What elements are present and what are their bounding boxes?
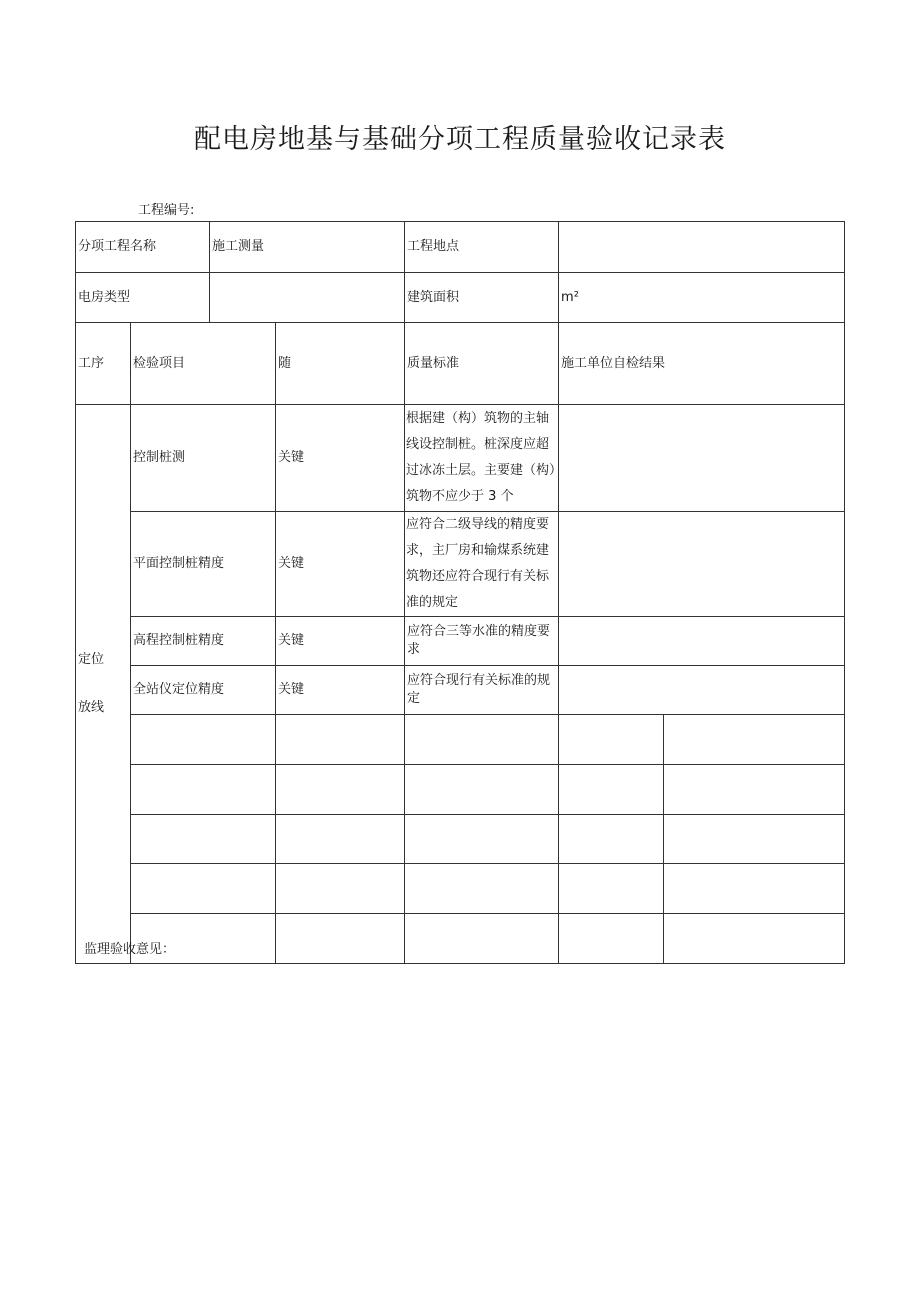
standard-cell: 应符合二级导线的精度要求，主厂房和输煤系统建筑物还应符合现行有关标准的规定 bbox=[405, 512, 559, 617]
empty-result-cell-a[interactable] bbox=[559, 914, 664, 964]
empty-row bbox=[76, 864, 845, 914]
level-cell: 关键 bbox=[276, 405, 405, 512]
empty-row bbox=[76, 815, 845, 864]
empty-standard-cell[interactable] bbox=[405, 715, 559, 765]
empty-result-cell-b[interactable] bbox=[664, 914, 845, 964]
area-label: 建筑面积 bbox=[405, 273, 559, 323]
result-cell[interactable] bbox=[559, 512, 845, 617]
empty-standard-cell[interactable] bbox=[405, 765, 559, 815]
col-process: 工序 bbox=[76, 323, 131, 405]
room-type-label: 电房类型 bbox=[76, 273, 210, 323]
column-header-row bbox=[76, 323, 845, 405]
empty-result-cell-b[interactable] bbox=[664, 765, 845, 815]
empty-standard-cell[interactable] bbox=[405, 815, 559, 864]
room-type-value[interactable] bbox=[210, 273, 405, 323]
site-label: 工程地点 bbox=[405, 222, 559, 273]
empty-item-cell[interactable] bbox=[131, 864, 276, 914]
empty-result-cell-b[interactable] bbox=[664, 715, 845, 765]
standard-cell: 应符合三等水准的精度要求 bbox=[405, 617, 559, 666]
item-cell: 平面控制桩精度 bbox=[131, 512, 276, 617]
table-row bbox=[76, 405, 845, 512]
result-cell[interactable] bbox=[559, 666, 845, 715]
empty-row bbox=[76, 914, 845, 964]
empty-standard-cell[interactable] bbox=[405, 914, 559, 964]
empty-item-cell[interactable] bbox=[131, 765, 276, 815]
empty-row bbox=[76, 715, 845, 765]
table-row bbox=[76, 512, 845, 617]
empty-result-cell-b[interactable] bbox=[664, 815, 845, 864]
table-row bbox=[76, 617, 845, 666]
empty-standard-cell[interactable] bbox=[405, 864, 559, 914]
empty-level-cell[interactable] bbox=[276, 765, 405, 815]
empty-item-cell[interactable] bbox=[131, 715, 276, 765]
site-value[interactable] bbox=[559, 222, 845, 273]
result-cell[interactable] bbox=[559, 405, 845, 512]
empty-row bbox=[76, 765, 845, 815]
process-name-line2: 放线 bbox=[78, 700, 105, 715]
supervisor-opinion-label: 监理验收意见： bbox=[84, 942, 176, 957]
sub-project-value[interactable]: 施工测量 bbox=[210, 222, 405, 273]
empty-result-cell-a[interactable] bbox=[559, 815, 664, 864]
empty-result-cell-a[interactable] bbox=[559, 715, 664, 765]
process-name-line1: 定位 bbox=[78, 652, 105, 667]
level-cell: 关键 bbox=[276, 666, 405, 715]
col-result: 施工单位自检结果 bbox=[559, 323, 845, 405]
level-cell: 关键 bbox=[276, 512, 405, 617]
empty-result-cell-a[interactable] bbox=[559, 765, 664, 815]
inspection-record-table bbox=[75, 221, 845, 964]
col-item: 检验项目 bbox=[131, 323, 276, 405]
item-cell: 控制桩测 bbox=[131, 405, 276, 512]
process-name bbox=[76, 405, 131, 964]
empty-result-cell-a[interactable] bbox=[559, 864, 664, 914]
page-title: 配电房地基与基础分项工程质量验收记录表 bbox=[194, 124, 726, 155]
empty-level-cell[interactable] bbox=[276, 715, 405, 765]
standard-cell: 根据建（构）筑物的主轴线设控制桩。桩深度应超过冰冻土层。主要建（构）筑物不应少于 3 个 bbox=[405, 405, 559, 512]
sub-project-label: 分项工程名称 bbox=[76, 222, 210, 273]
empty-item-cell[interactable] bbox=[131, 815, 276, 864]
header-row-1 bbox=[76, 222, 845, 273]
item-cell: 高程控制桩精度 bbox=[131, 617, 276, 666]
empty-level-cell[interactable] bbox=[276, 864, 405, 914]
project-number-label: 工程编号: bbox=[138, 203, 195, 218]
level-cell: 关键 bbox=[276, 617, 405, 666]
table-row bbox=[76, 666, 845, 715]
standard-cell: 应符合现行有关标准的规定 bbox=[405, 666, 559, 715]
result-cell[interactable] bbox=[559, 617, 845, 666]
col-standard: 质量标准 bbox=[405, 323, 559, 405]
empty-level-cell[interactable] bbox=[276, 914, 405, 964]
header-row-2 bbox=[76, 273, 845, 323]
item-cell: 全站仪定位精度 bbox=[131, 666, 276, 715]
area-unit: m² bbox=[561, 289, 579, 305]
area-value[interactable] bbox=[559, 273, 845, 323]
empty-result-cell-b[interactable] bbox=[664, 864, 845, 914]
col-level: 随 bbox=[276, 323, 405, 405]
empty-level-cell[interactable] bbox=[276, 815, 405, 864]
